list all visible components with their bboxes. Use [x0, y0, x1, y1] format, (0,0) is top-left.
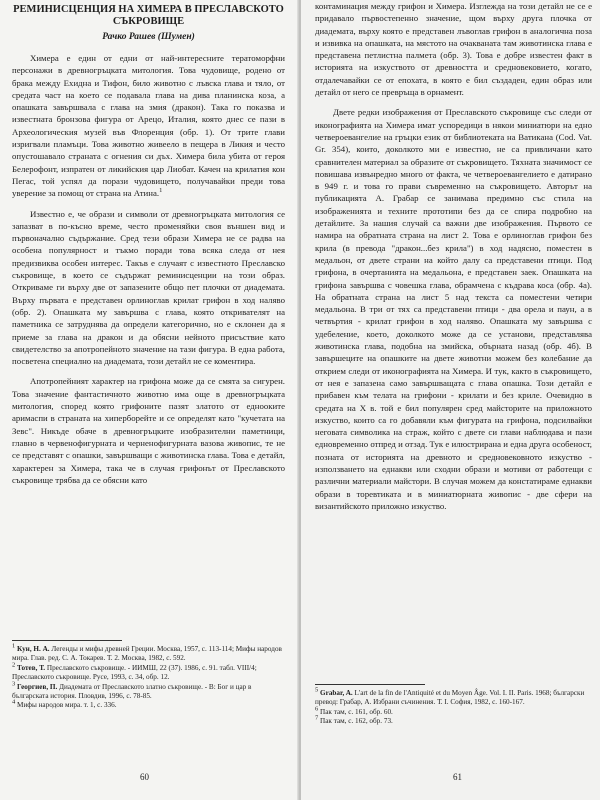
right-page — [301, 0, 600, 800]
title-line-1: РЕМИНИСЦЕНЦИЯ НА ХИМЕРА В ПРЕСЛАВСКОТО — [13, 4, 284, 15]
footnote-1: $^1$ Кун, Н. А. Легенды и мифы древней Греции. Москва, 1957, с. 113-114; Мифы народов мира. Глав. ред. С. А. Токарев. Т. 2. Москва, 1982, с. 592. — [12, 642, 282, 663]
footnote-7: $^7$ Пак там, с. 162, обр. 73. — [315, 714, 393, 726]
paragraph-1: Химера е един от едни от най-интересните тератоморфни персонажи в древногръцката митология. Това чудовище, родено от брака между Ехидна и Тифон, било животно с лъвска глава и тяло, от средата част на което се подавала глава на дива планинска коза, а опашката завършвала с глава на змия (дракон). Така го показва и известната бронзова фигура от Арецо, Италия, която днес се пази в Археологическия музей във Флоренция (обр. 1). От трите глави изригвали пламъци. Това животно живеело в пещера в Ликия и често опустошавало страната с огнения си дъх. Химера била убита от героя Белерофонт, изпратен от ликийския цар Лиобат. Качен на крилатия кон Пегас, той успял да порази чудовището, получавайки преди това уверение за помощ от страна на Атина.$^1$ — [12, 53, 285, 199]
footnote-3: $^3$ Георгиев, П. Диадемата от Преславското златно съкровище. - В: Бог и цар в българската история. Пловдив, 1996, с. 78-85. — [12, 680, 252, 701]
paragraph-3: Апотропейният характер на грифона може да се смята за сигурен. Това значение фантастичното животно има още в древногръцката митология, според която грифоните пазят златото от еднооките аримаспи в страната на хиперборейте и се определят като "кучетата на Зевс". Никъде обаче в древногръцките изобразителни паметници, главно в червенофигурната и черненофигурната вазова живопис, те не се представят с опашки, завършващи с животинска глава. Това е детайл, характерен за Химера, така че в случая грифонът от Преславското съкровище трябва да се обясни като — [12, 376, 285, 485]
paragraph-2: Известно е, че образи и символи от древногръцката митология се запазват в по-късно време, често променяйки своя външен вид и първоначално съдържание. Сред тези образи Химера не се радва на особена популярност и тъкмо поради това всяка следа от нея предизвиква особен интерес. Такъв е случаят с известното Преславско съкровище, в което се съдържат реминисценции на този образ. Откриваме ги върху две от запазените общо пет плочки от диадемата. Върху първата е представен орлиноглав крилат грифон в ход наляво (обр. 2). Опашката му завършва с глава, която откривателят на паметника се затруднява да определи категорично, но е склонен да я приеме за глава на дракон и да обясни нейното присъствие като свидетелство за апотропейното значение на тази фигура. В една работа, посветена специално на диадемата, този детайл не се коментира. — [12, 208, 285, 367]
title-line-2: СЪКРОВИЩЕ — [112, 16, 185, 27]
footnotes-right — [315, 684, 592, 727]
paragraph-5: Двете редки изображения от Преславското съкровище със следи от иконографията на Химера имат успоредици в някои миниатюри на едно четвероевангелие на гръцки език от библиотеката на Ватикана (Cod. Vat. Gr. 354), които, доколкото ми е известно, не са привличани като сравнителен материал за образите от съкровището. Тяхната значимост се повишава извънредно много от факта, че четвероевангелието е датирано в 949 г. и това го прави съвременно на съкровището. Авторът на публикацията А. Грабар се занимава предимно със стила на изображенията и техните прототипи без да се спира подробно на детайлите. За нашия случай са важни две изображения. Първото се намира на обратната страна на лист 2. Това е орлиноглав грифон без крила (в превода "дракон...без крила") в ход надясно, поместен в медальон, от двете страни на който далу са представени птици. Под грифона, в очертанията на медальона, е представен заек. Опашката на грифона завършва с човешка глава, обрамчена с къдрава коса (обр. 4а). На обратната страна на лист 5 над текста са поместени четири медальона. В три от тях са представени птици - два орела и паун, а в четвъртия - крилат грифон в ход наляво. Опашката му завършва с удебеление, което, доколкото може да се установи, представлява животинска глава, подобна на змийска, обърната назад (обр. 4б). В завършеците на опашките на двете животни можем без колебание да открием следи от иконографията на Химера. И тук, както в съкровището, от нея е запазена само завършващата с глава опашка. Този детайл е прибавен към телата на грифони - крилати и без криле. Очевидно в средата на X в. той е бил популярен сред майсторите на приложното изкуство, които са го добавяли към фигурата на грифона, подсилвайки неговата символика на страж, който с двете си глави наблюдава и пази едновременно отпред и отзад. Тук е илюстрирана и една друга особеност, позната от историята на древното и средновековното изкуство - използването на еднакви или сходни образи и мотиви от работещи с различни материали майстори. В случая можем да констатираме еднакви образи в торевтиката и в миниатюрната живопис - две сфери на византийското приложно изкуство. — [315, 107, 592, 511]
footnotes-left — [12, 640, 285, 711]
footnote-5: $^5$ Grabar, A. L'art de la fin de l'Antiquité et du Moyen Âge. Vol. I. II. Paris. 1968; български превод: Грабар, А. Избрани съчинения. Т. I. София, 1982, с. 160-167. — [315, 686, 585, 707]
footnote-divider — [315, 684, 425, 685]
footnote-divider — [12, 640, 122, 641]
footnote-6: $^6$ Пак там, с. 161, обр. 60. — [315, 705, 393, 716]
paragraph-4: контаминация между грифон и Химера. Изглежда на този детайл не се е придавало първостепенно значение, щом върху друга плочка от диадемата, върху която е представен лъвоглав грифон в аналогична поза и извивка на опашката, на мястото на очакваната там животинска глава е представена петлистна палмета (обр. 3). Това е добре известен факт в историята на изкуството от древността и средновековието, когато, отдалечавайки се от епохата, в която е бил създаден, един образ или детайл от него се превръща в орнамент. — [315, 1, 592, 98]
page-number-right: 61 — [453, 772, 462, 782]
footnote-2: $^2$ Тотев, Т. Преславското съкровище. - ИИМШ, 22 (37). 1986, с. 91. табл. VIII/4; Преславското съкровище. Русе, 1993, с. 34, обр. 12. — [12, 661, 257, 682]
article-title — [12, 4, 285, 28]
footnote-4: $^4$ Мифы народов мира. т. 1, с. 336. — [12, 699, 117, 710]
left-page — [0, 0, 299, 800]
article-author: Рачко Рашев (Шумен) — [102, 32, 195, 42]
page-number-left: 60 — [140, 772, 149, 782]
